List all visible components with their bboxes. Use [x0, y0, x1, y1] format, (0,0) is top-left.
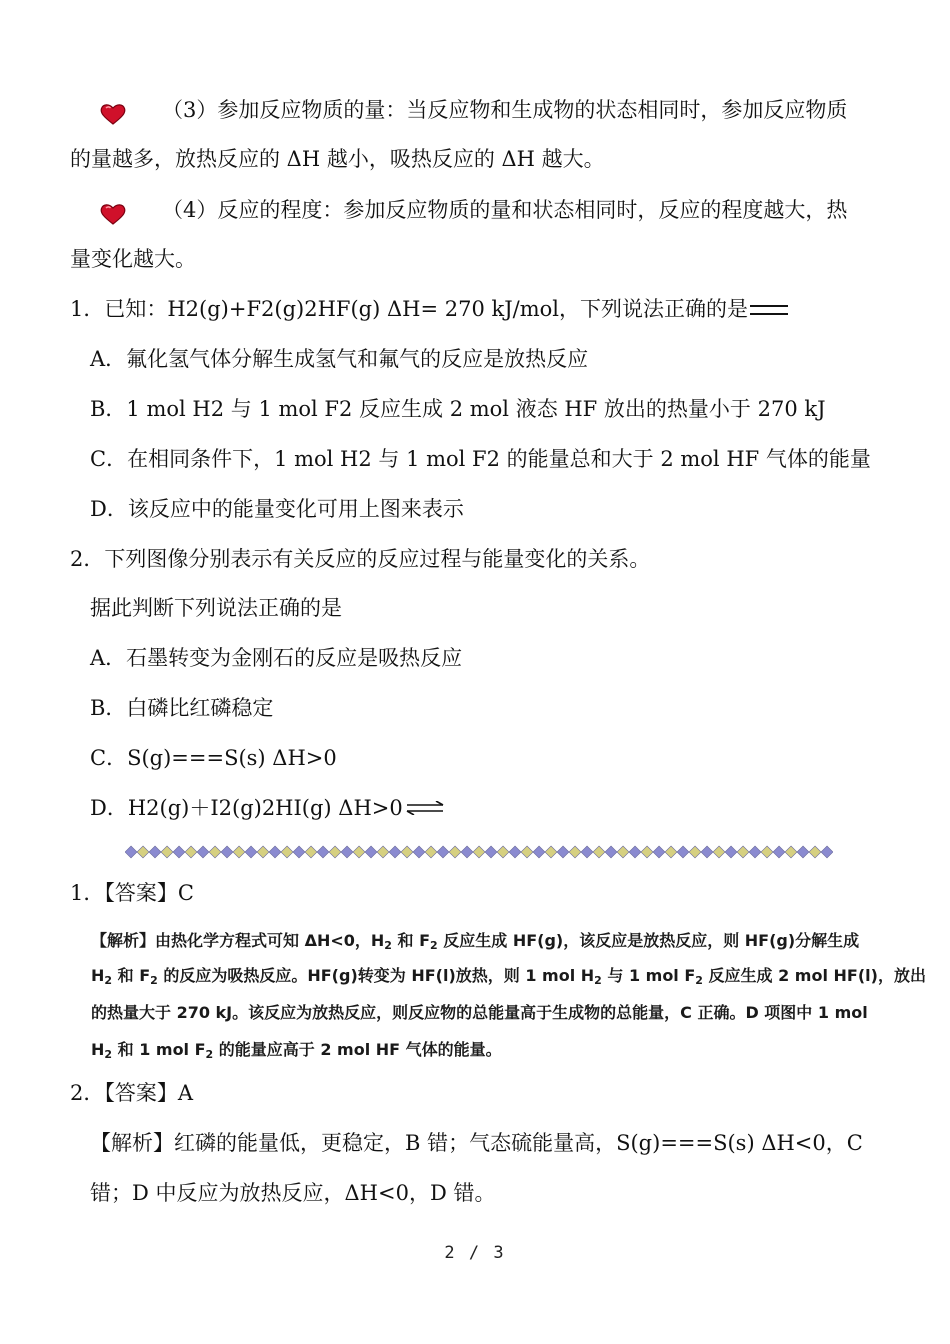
- question-2-option-d: [90, 793, 445, 823]
- divider-diamond: [281, 846, 293, 858]
- divider-diamond: [533, 846, 545, 858]
- divider-diamond: [653, 846, 665, 858]
- divider-diamond: [353, 846, 365, 858]
- divider-diamond: [821, 846, 833, 858]
- divider-diamond: [749, 846, 761, 858]
- question-1-option-b: B．1 mol H2 与 1 mol F2 反应生成 2 mol 液态 HF 放出的热量小于 270 kJ: [90, 397, 826, 421]
- divider-diamond: [341, 846, 353, 858]
- question-2-option-d-text: D．H2(g)＋I2(g)2HI(g) ΔH>0: [90, 796, 403, 820]
- question-2-stem: 2．下列图像分别表示有关反应的反应过程与能量变化的关系。: [70, 547, 651, 571]
- answer-2-explanation-line1: 【解析】红磷的能量低，更稳定，B 错；气态硫能量高，S(g)===S(s) ΔH<0，C: [90, 1131, 863, 1155]
- bullet-4-text-line2: 量变化越大。: [70, 247, 196, 271]
- bullet-4-text-line1: （4）反应的程度：参加反应物质的量和状态相同时，反应的程度越大，热: [162, 198, 848, 222]
- question-2-option-a: A．石墨转变为金刚石的反应是吸热反应: [90, 646, 463, 670]
- question-1-stem: [70, 294, 788, 324]
- equal-sign-icon: [750, 305, 788, 315]
- divider-diamond: [641, 846, 653, 858]
- divider-diamond: [605, 846, 617, 858]
- divider-diamond: [401, 846, 413, 858]
- divider-diamond: [365, 846, 377, 858]
- divider-diamond: [209, 846, 221, 858]
- divider-diamond: [293, 846, 305, 858]
- divider-diamond: [437, 846, 449, 858]
- divider-diamond: [521, 846, 533, 858]
- divider-diamond: [557, 846, 569, 858]
- divider-diamond: [185, 846, 197, 858]
- page-number: 2 / 3: [444, 1243, 506, 1263]
- divider-diamond: [317, 846, 329, 858]
- bullet-3-text-line2: 的量越多，放热反应的 ΔH 越小，吸热反应的 ΔH 越大。: [70, 147, 605, 171]
- question-2-option-c: C．S(g)===S(s) ΔH>0: [90, 746, 337, 770]
- divider-diamond: [797, 846, 809, 858]
- divider-diamond: [689, 846, 701, 858]
- divider-diamond: [269, 846, 281, 858]
- divider-diamond: [761, 846, 773, 858]
- divider-diamond: [737, 846, 749, 858]
- divider-diamond: [197, 846, 209, 858]
- divider-diamond: [473, 846, 485, 858]
- divider-diamond: [509, 846, 521, 858]
- divider-diamond: [389, 846, 401, 858]
- divider-diamond: [449, 846, 461, 858]
- divider-diamond: [701, 846, 713, 858]
- divider-diamond: [545, 846, 557, 858]
- divider-diamond: [713, 846, 725, 858]
- heart-icon: [100, 103, 126, 125]
- divider-diamond: [161, 846, 173, 858]
- decorative-divider: [125, 845, 833, 859]
- divider-diamond: [773, 846, 785, 858]
- divider-diamond: [677, 846, 689, 858]
- divider-diamond: [497, 846, 509, 858]
- divider-diamond: [485, 846, 497, 858]
- divider-diamond: [809, 846, 821, 858]
- divider-diamond: [233, 846, 245, 858]
- divider-diamond: [461, 846, 473, 858]
- bullet-3-text-line1: （3）参加反应物质的量：当反应物和生成物的状态相同时，参加反应物质: [162, 98, 848, 122]
- answer-1-explanation-line1: 【解析】由热化学方程式可知 ΔH<0，$H_2$ 和 $F_2$ 反应生成 HF(g)，该反应是放热反应，则 HF(g)分解生成: [91, 931, 860, 952]
- heart-icon: [100, 203, 126, 225]
- answer-1-title: 1．【答案】C: [70, 881, 194, 905]
- divider-diamond: [425, 846, 437, 858]
- divider-diamond: [125, 846, 137, 858]
- answer-1-explanation-line4: $H_2$ 和 1 mol $F_2$ 的能量应高于 2 mol HF 气体的能量。: [91, 1040, 502, 1061]
- divider-diamond: [257, 846, 269, 858]
- divider-diamond: [665, 846, 677, 858]
- divider-diamond: [377, 846, 389, 858]
- reversible-arrow-icon: [405, 801, 445, 815]
- divider-diamond: [581, 846, 593, 858]
- question-1-option-d: D．该反应中的能量变化可用上图来表示: [90, 497, 464, 521]
- divider-diamond: [137, 846, 149, 858]
- divider-diamond: [413, 846, 425, 858]
- question-2-sub-stem: 据此判断下列说法正确的是: [90, 596, 342, 620]
- question-1-option-c: C．在相同条件下，1 mol H2 与 1 mol F2 的能量总和大于 2 mol HF 气体的能量: [90, 447, 871, 471]
- divider-diamond: [149, 846, 161, 858]
- answer-1-explanation-line2: $H_2$ 和 $F_2$ 的反应为吸热反应。HF(g)转变为 HF(l)放热，则 1 mol $H_2$ 与 1 mol $F_2$ 反应生成 2 mol HF(l)，放出: [91, 966, 926, 987]
- divider-diamond: [305, 846, 317, 858]
- question-1-option-a: A．氟化氢气体分解生成氢气和氟气的反应是放热反应: [90, 347, 589, 371]
- divider-diamond: [593, 846, 605, 858]
- divider-diamond: [725, 846, 737, 858]
- divider-diamond: [785, 846, 797, 858]
- answer-1-explanation-line3: 的热量大于 270 kJ。该反应为放热反应，则反应物的总能量高于生成物的总能量，C 正确。D 项图中 1 mol: [91, 1003, 868, 1022]
- question-1-stem-text: 1．已知：H2(g)+F2(g)2HF(g) ΔH= 270 kJ/mol，下列说法正确的是: [70, 297, 748, 321]
- divider-diamond: [629, 846, 641, 858]
- divider-diamond: [173, 846, 185, 858]
- answer-2-title: 2．【答案】A: [70, 1081, 194, 1105]
- divider-diamond: [329, 846, 341, 858]
- question-2-option-b: B．白磷比红磷稳定: [90, 696, 274, 720]
- divider-diamond: [245, 846, 257, 858]
- divider-diamond: [221, 846, 233, 858]
- divider-diamond: [617, 846, 629, 858]
- answer-2-explanation-line2: 错；D 中反应为放热反应，ΔH<0，D 错。: [90, 1181, 496, 1205]
- divider-diamond: [569, 846, 581, 858]
